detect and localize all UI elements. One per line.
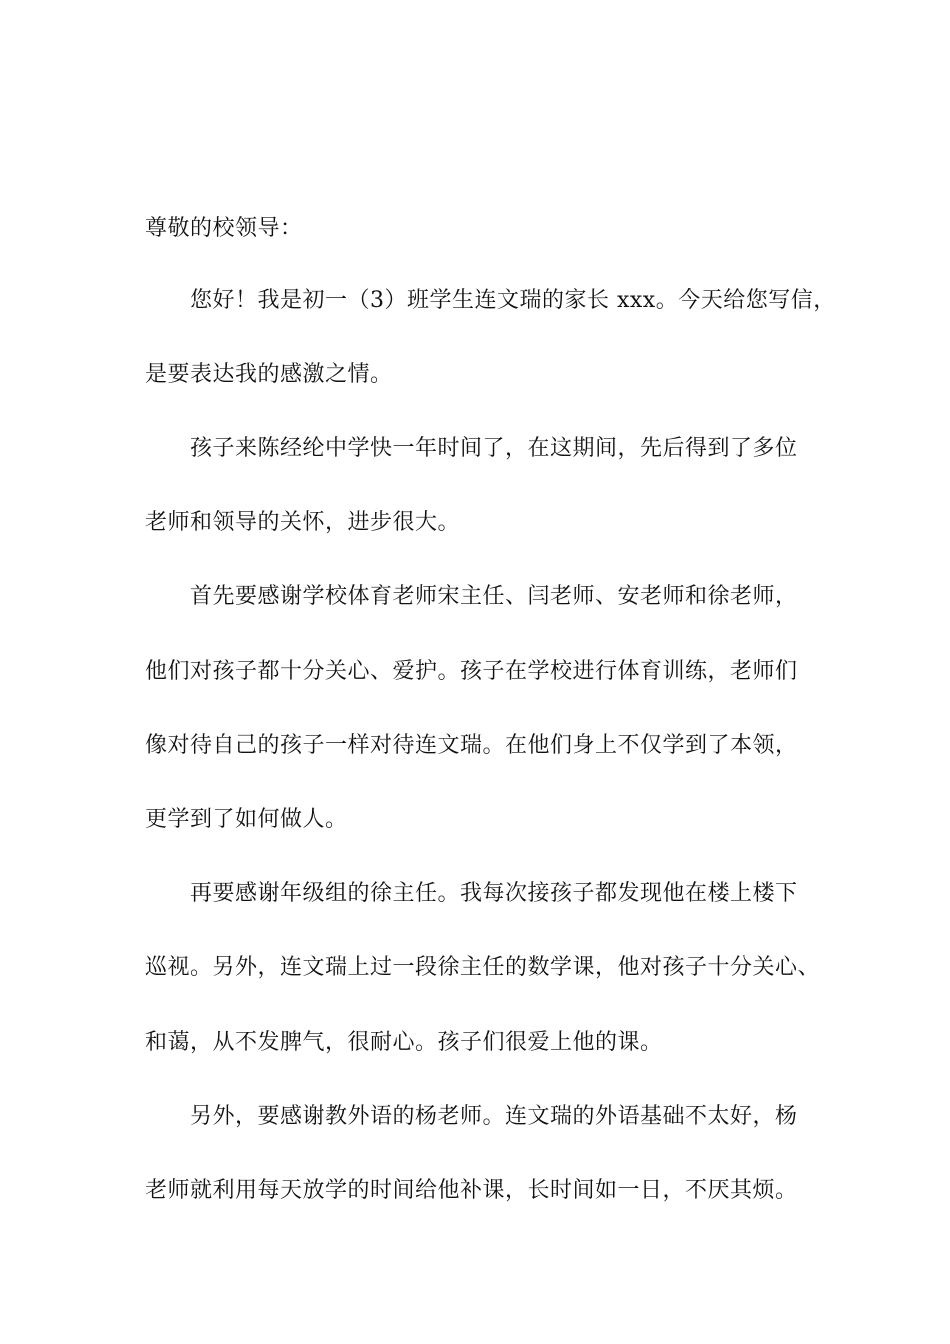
paragraph-3-line-2: 他们对孩子都十分关心、爱护。孩子在学校进行体育训练，老师们 [145,659,798,684]
paragraph-2-line-2: 老师和领导的关怀，进步很大。 [145,510,461,535]
paragraph-1-line-2: 是要表达我的感激之情。 [145,362,393,387]
paragraph-3-line-1: 首先要感谢学校体育老师宋主任、闫老师、安老师和徐老师， [190,584,798,609]
paragraph-3-line-4: 更学到了如何做人。 [145,807,348,832]
paragraph-1-line-1: 您好！我是初一（3）班学生连文瑞的家长 xxx。今天给您写信， [190,288,836,313]
paragraph-3-line-3: 像对待自己的孩子一样对待连文瑞。在他们身上不仅学到了本领， [145,733,798,758]
paragraph-4-line-2: 巡视。另外，连文瑞上过一段徐主任的数学课，他对孩子十分关心、 [145,955,821,980]
salutation: 尊敬的校领导： [145,216,303,241]
paragraph-5-line-2: 老师就利用每天放学的时间给他补课，长时间如一日，不厌其烦。 [145,1178,798,1203]
paragraph-4-line-1: 再要感谢年级组的徐主任。我每次接孩子都发现他在楼上楼下 [190,881,798,906]
paragraph-4-line-3: 和蔼，从不发脾气，很耐心。孩子们很爱上他的课。 [145,1030,663,1055]
paragraph-2-line-1: 孩子来陈经纶中学快一年时间了，在这期间，先后得到了多位 [190,436,798,461]
paragraph-5-line-1: 另外，要感谢教外语的杨老师。连文瑞的外语基础不太好，杨 [190,1104,798,1129]
